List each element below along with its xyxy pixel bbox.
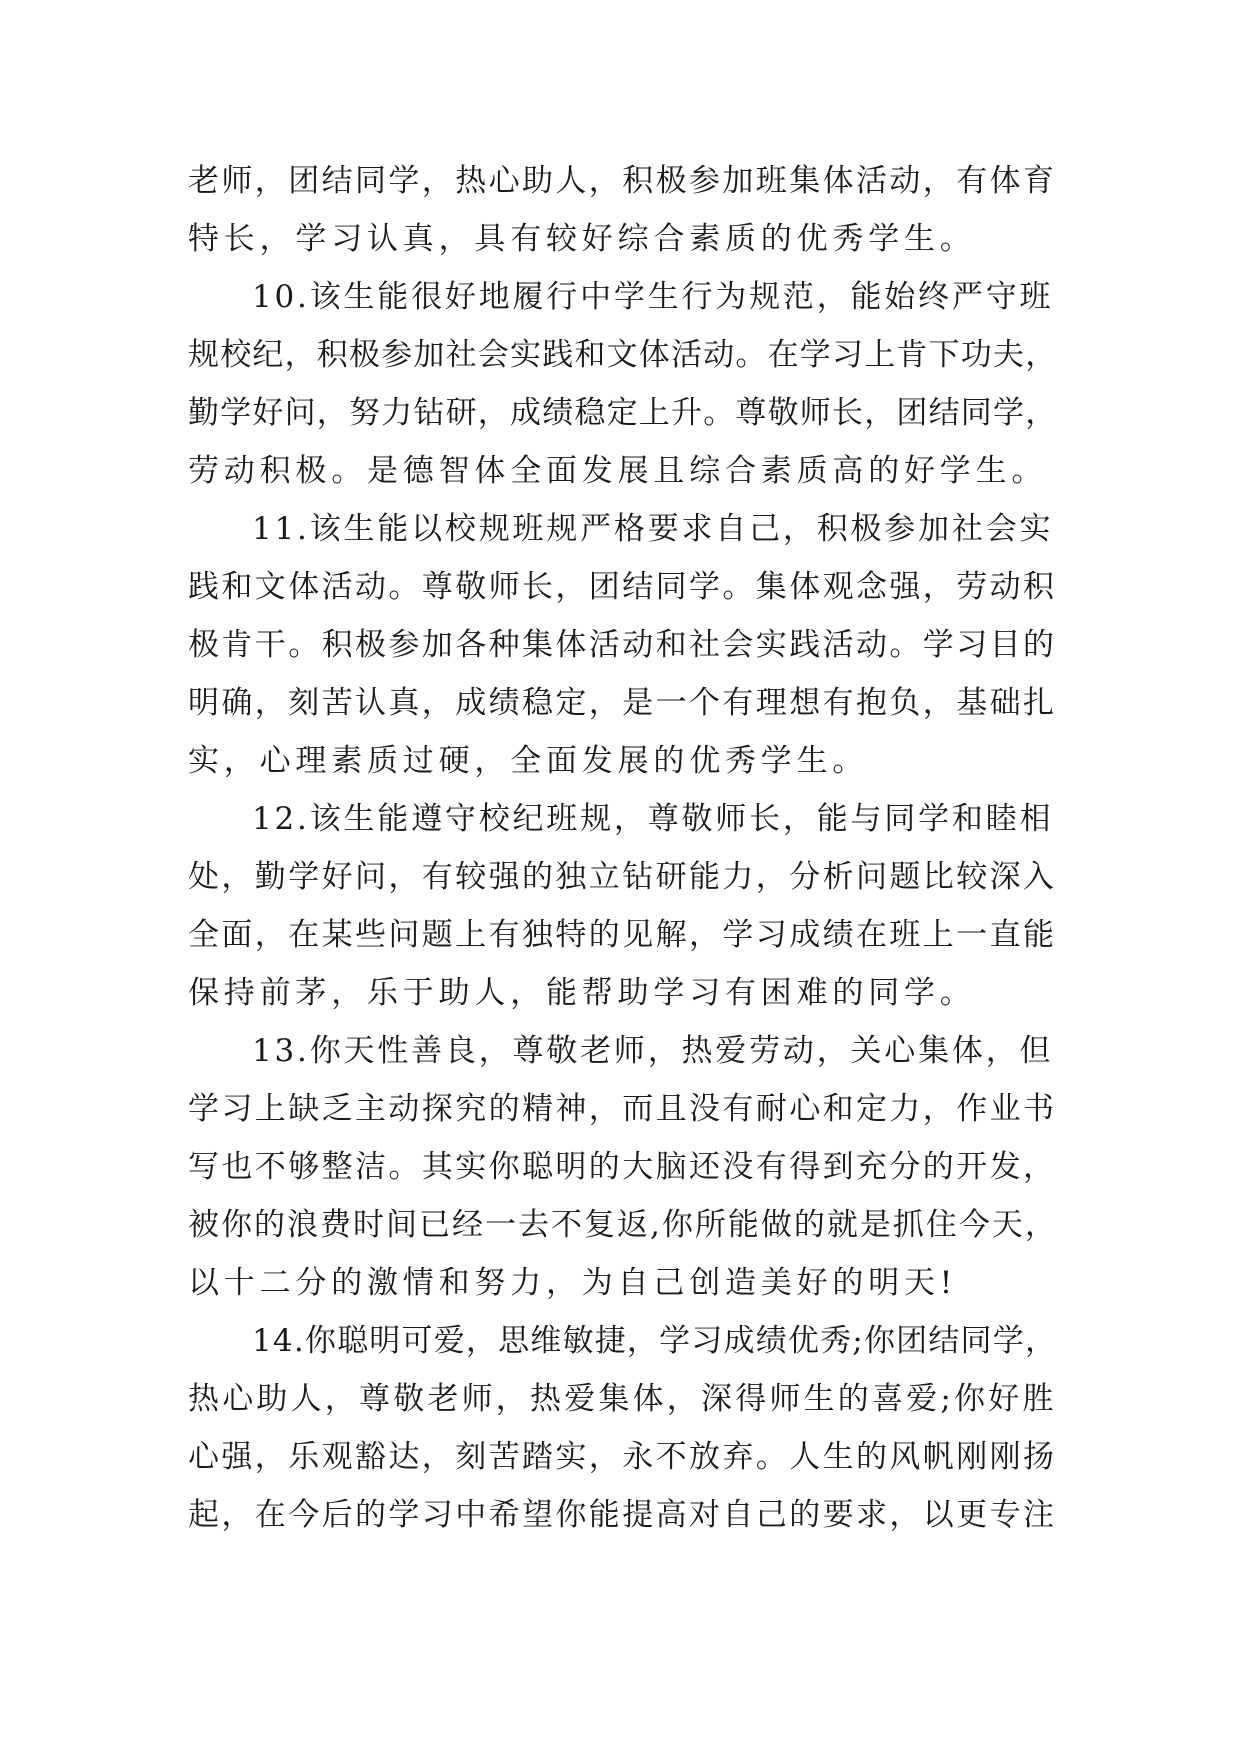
text-line: 践和文体活动。尊敬师长，团结同学。集体观念强，劳动积 [188,569,1057,605]
text-line: 全面，在某些问题上有独特的见解，学习成绩在班上一直能 [188,917,1057,953]
text-line: 起，在今后的学习中希望你能提高对自己的要求，以更专注 [188,1497,1057,1533]
paragraph-first-line: 13.你天性善良，尊敬老师，热爱劳动，关心集体，但 [252,1033,1054,1069]
text-line: 写也不够整洁。其实你聪明的大脑还没有得到充分的开发， [188,1149,1057,1185]
text-line: 学习上缺乏主动探究的精神，而且没有耐心和定力，作业书 [188,1091,1057,1127]
text-line: 以十二分的激情和努力，为自己创造美好的明天! [188,1265,958,1301]
text-line: 处，勤学好问，有较强的独立钻研能力，分析问题比较深入 [188,859,1057,895]
text-line: 勤学好问，努力钻研，成绩稳定上升。尊敬师长，团结同学， [188,395,1058,431]
text-line: 实，心理素质过硬，全面发展的优秀学生。 [188,743,869,779]
document-body [188,152,1058,1544]
text-line: 明确，刻苦认真，成绩稳定，是一个有理想有抱负，基础扎 [188,685,1057,721]
text-line: 特长，学习认真，具有较好综合素质的优秀学生。 [188,221,976,257]
text-line: 被你的浪费时间已经一去不复返,你所能做的就是抓住今天， [188,1207,1058,1243]
text-line: 心强，乐观豁达，刻苦踏实，永不放弃。人生的风帆刚刚扬 [188,1439,1057,1475]
paragraph-first-line: 12.该生能遵守校纪班规，尊敬师长，能与同学和睦相 [252,801,1054,837]
text-line: 保持前茅，乐于助人，能帮助学习有困难的同学。 [188,975,976,1011]
text-line: 极肯干。积极参加各种集体活动和社会实践活动。学习目的 [188,627,1057,663]
paragraph-first-line: 11.该生能以校规班规严格要求自己，积极参加社会实 [252,511,1054,547]
text-line: 规校纪，积极参加社会实践和文体活动。在学习上肯下功夫， [188,337,1058,373]
text-line: 老师，团结同学，热心助人，积极参加班集体活动，有体育 [188,163,1057,199]
text-line: 劳动积极。是德智体全面发展且综合素质高的好学生。 [188,453,1048,489]
paragraph-first-line: 14.你聪明可爱，思维敏捷，学习成绩优秀;你团结同学， [252,1323,1058,1359]
text-line: 热心助人，尊敬老师，热爱集体，深得师生的喜爱;你好胜 [188,1381,1057,1417]
paragraph-first-line: 10.该生能很好地履行中学生行为规范，能始终严守班 [252,279,1054,315]
